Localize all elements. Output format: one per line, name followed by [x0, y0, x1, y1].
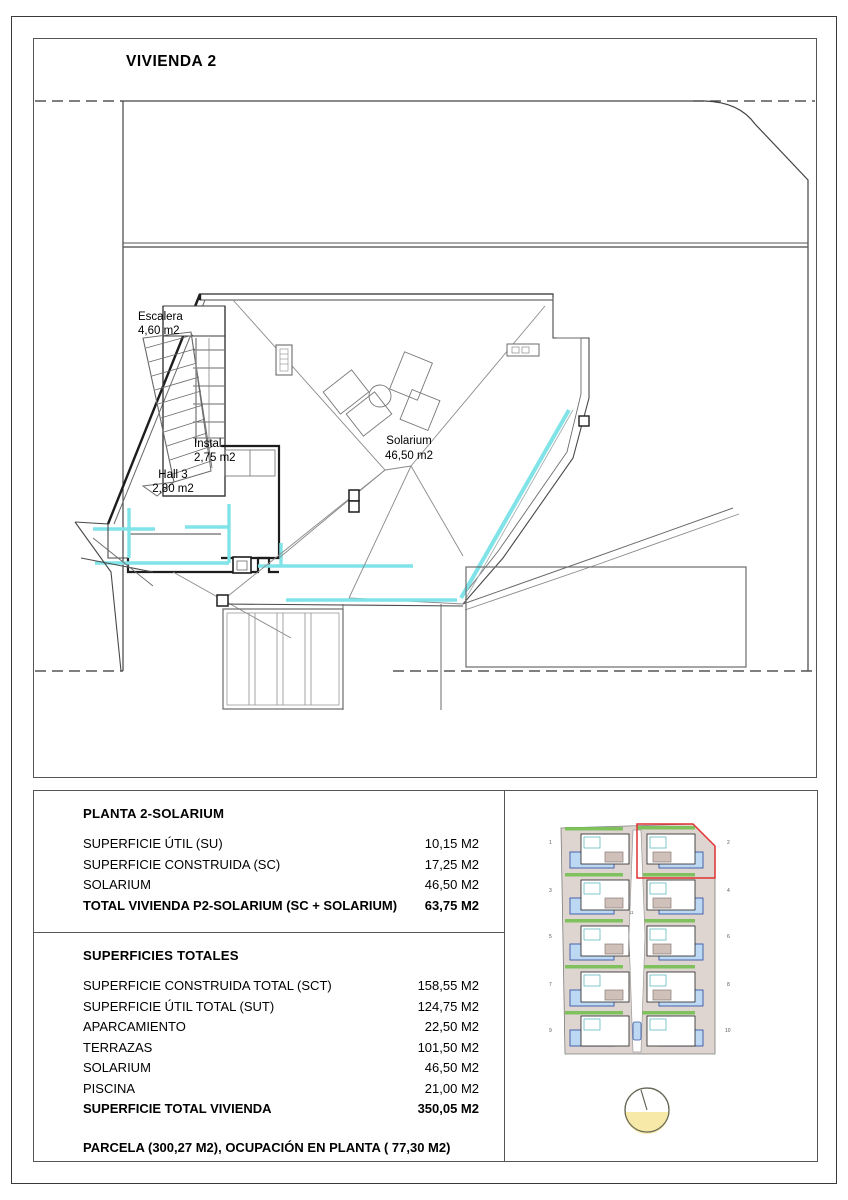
- table-row: [83, 997, 479, 1018]
- room-name: Solarium: [386, 435, 432, 447]
- row-value: 101,50 M2: [417, 1039, 479, 1055]
- table-row: [83, 1017, 479, 1038]
- keyplan-unit-numbers-right: [725, 840, 731, 1034]
- planta-block: [33, 790, 505, 916]
- row-label: SUPERFICIE TOTAL VIVIENDA: [83, 1101, 272, 1116]
- svg-text:1: 1: [549, 840, 552, 846]
- sun-lounger-1: [323, 370, 392, 436]
- table-row: [83, 976, 479, 997]
- totales-block: [33, 932, 505, 1155]
- keyplan-unit-numbers-left: [549, 840, 552, 1034]
- sun-lounger-2: [390, 352, 440, 431]
- structural-posts: [217, 416, 589, 606]
- table-row: [83, 1058, 479, 1079]
- svg-text:5: 5: [549, 934, 552, 940]
- row-label: TOTAL VIVIENDA P2-SOLARIUM (SC + SOLARIUM): [83, 897, 398, 913]
- table-row-total: [83, 1099, 479, 1120]
- row-value: 63,75 M2: [424, 897, 479, 913]
- room-area: 46,50 m2: [385, 450, 433, 462]
- row-label: SOLARIUM: [83, 1060, 151, 1075]
- row-label: SUPERFICIE CONSTRUIDA (SC): [83, 856, 281, 872]
- skylight-vent: [276, 345, 292, 375]
- roof-hatch: [507, 344, 539, 356]
- svg-text:6: 6: [727, 934, 730, 940]
- page-title: VIVIENDA 2: [126, 53, 217, 70]
- room-area: 2,80 m2: [152, 483, 194, 495]
- totales-heading: SUPERFICIES TOTALES: [83, 948, 239, 963]
- row-value: 21,00 M2: [424, 1080, 479, 1096]
- svg-text:2: 2: [727, 840, 730, 846]
- roof-hip-lines: [173, 300, 553, 638]
- svg-text:7: 7: [549, 982, 552, 988]
- row-value: 17,25 M2: [424, 856, 479, 872]
- svg-text:9: 9: [549, 1028, 552, 1034]
- row-label: SUPERFICIE CONSTRUIDA TOTAL (SCT): [83, 978, 332, 993]
- keyplan-center-label: 11: [629, 910, 634, 915]
- pool-outline: [466, 567, 746, 667]
- floorplan-drawing: [33, 38, 817, 778]
- svg-text:3: 3: [549, 888, 552, 894]
- row-value: 124,75 M2: [417, 998, 479, 1014]
- row-value: 350,05 M2: [417, 1101, 479, 1116]
- table-row: [83, 1038, 479, 1059]
- room-name: Escalera: [138, 311, 183, 323]
- table-row: [83, 855, 479, 876]
- row-value: 46,50 M2: [424, 877, 479, 892]
- room-name: Hall 3: [158, 469, 188, 481]
- row-label: SUPERFICIE ÚTIL TOTAL (SUT): [83, 998, 275, 1014]
- keyplan-car: [633, 1022, 641, 1040]
- row-label: PISCINA: [83, 1080, 136, 1096]
- row-value: 22,50 M2: [424, 1019, 479, 1034]
- pergola: [223, 609, 343, 709]
- row-label: SOLARIUM: [83, 877, 151, 892]
- sun-orientation-symbol: [617, 1082, 687, 1142]
- site-keyplan-drawing: [541, 816, 741, 1066]
- row-label: SUPERFICIE ÚTIL (SU): [83, 836, 223, 851]
- svg-text:10: 10: [725, 1028, 731, 1034]
- parcela-footer: PARCELA (300,27 M2), OCUPACIÓN EN PLANTA ( 77,30 M2): [83, 1139, 451, 1155]
- room-area: 4,60 m2: [138, 325, 180, 337]
- room-name: Instal.: [194, 438, 225, 450]
- row-value: 46,50 M2: [424, 1060, 479, 1075]
- svg-text:8: 8: [727, 982, 730, 988]
- row-value: 158,55 M2: [417, 978, 479, 993]
- row-label: TERRAZAS: [83, 1039, 153, 1055]
- room-area: 2,75 m2: [194, 452, 236, 464]
- row-value: 10,15 M2: [424, 836, 479, 851]
- row-label: APARCAMIENTO: [83, 1019, 186, 1034]
- svg-text:4: 4: [727, 888, 730, 894]
- table-row-total: [83, 896, 479, 917]
- sun-shaded-half: [625, 1112, 669, 1134]
- planta-heading: PLANTA 2-SOLARIUM: [83, 806, 225, 821]
- glass-railing-hall: [93, 504, 413, 566]
- table-row: [83, 1079, 479, 1100]
- site-keyplan-panel: [505, 790, 818, 1162]
- round-table: [369, 385, 391, 407]
- glass-railing-east: [461, 410, 569, 598]
- table-row: [83, 834, 479, 855]
- table-row: [83, 875, 479, 896]
